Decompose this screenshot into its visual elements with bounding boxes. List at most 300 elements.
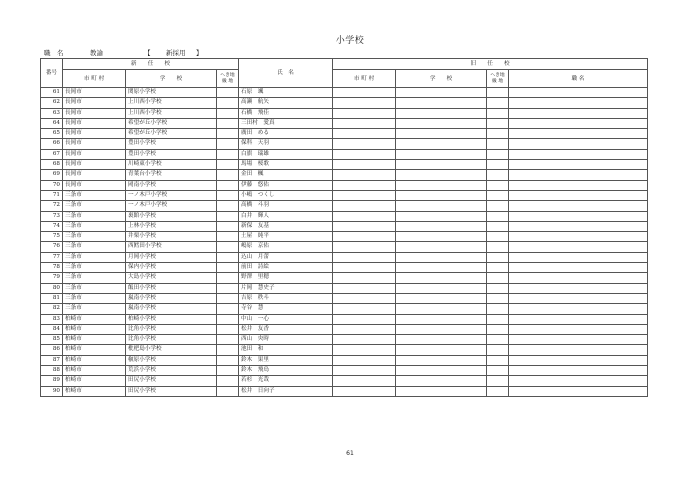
- row-old-school: [396, 139, 487, 149]
- bracket-close: 】: [196, 49, 203, 57]
- table-row: [41, 242, 648, 252]
- row-old-school: [396, 283, 487, 293]
- row-name: 保科 天羽: [239, 139, 333, 149]
- table-row: [41, 273, 648, 283]
- row-city: 長岡市: [63, 129, 126, 139]
- row-city: 三条市: [63, 283, 126, 293]
- table-row: [41, 160, 648, 170]
- remote-label: へき地: [490, 72, 505, 78]
- row-name: 金田 楓: [239, 170, 333, 180]
- row-name: 小嶋 つくし: [239, 190, 333, 200]
- row-old-position: [509, 129, 648, 139]
- table-row: [41, 211, 648, 221]
- row-remote: [217, 108, 239, 118]
- row-old-position: [509, 314, 648, 324]
- row-old-position: [509, 149, 648, 159]
- row-old-remote: [487, 139, 509, 149]
- row-old-position: [509, 293, 648, 303]
- row-name: 三田村 愛真: [239, 118, 333, 128]
- row-name: 廣田 める: [239, 129, 333, 139]
- table-row: [41, 324, 648, 334]
- row-school: 荒浜小学校: [126, 366, 217, 376]
- row-number: 76: [41, 242, 63, 252]
- row-name: 鈴木 飛鳥: [239, 366, 333, 376]
- row-name: 前田 詩絵: [239, 263, 333, 273]
- row-old-city: [333, 263, 396, 273]
- row-city: 長岡市: [63, 160, 126, 170]
- row-city: 長岡市: [63, 139, 126, 149]
- row-school: 上林小学校: [126, 221, 217, 231]
- row-number: 80: [41, 283, 63, 293]
- row-old-position: [509, 170, 648, 180]
- row-remote: [217, 283, 239, 293]
- row-old-position: [509, 252, 648, 262]
- row-school: 豊田小学校: [126, 149, 217, 159]
- row-old-school: [396, 386, 487, 396]
- row-number: 62: [41, 98, 63, 108]
- row-name: 嶋原 京佑: [239, 242, 333, 252]
- row-city: 三条市: [63, 211, 126, 221]
- row-old-position: [509, 108, 648, 118]
- row-school: 井栗小学校: [126, 232, 217, 242]
- row-name: 伊藤 悠佑: [239, 180, 333, 190]
- row-remote: [217, 211, 239, 221]
- row-old-school: [396, 366, 487, 376]
- table-row: [41, 190, 648, 200]
- row-old-school: [396, 201, 487, 211]
- row-school: 西鱈田小学校: [126, 242, 217, 252]
- row-old-remote: [487, 180, 509, 190]
- row-city: 三条市: [63, 273, 126, 283]
- row-old-remote: [487, 304, 509, 314]
- row-remote: [217, 252, 239, 262]
- row-remote: [217, 180, 239, 190]
- row-old-position: [509, 304, 648, 314]
- row-old-school: [396, 293, 487, 303]
- row-name: 吉原 秩斗: [239, 293, 333, 303]
- job-label: 職 名: [44, 49, 64, 57]
- row-old-position: [509, 160, 648, 170]
- row-old-school: [396, 324, 487, 334]
- row-name: 高橋 斗羽: [239, 201, 333, 211]
- row-old-position: [509, 263, 648, 273]
- row-old-remote: [487, 263, 509, 273]
- row-old-city: [333, 242, 396, 252]
- row-school: 豊田小学校: [126, 139, 217, 149]
- row-city: 三条市: [63, 242, 126, 252]
- row-school: 上川西小学校: [126, 108, 217, 118]
- row-remote: [217, 304, 239, 314]
- header-name: 氏 名: [239, 59, 333, 88]
- row-old-remote: [487, 129, 509, 139]
- table-row: [41, 386, 648, 396]
- row-school: 希望が丘小学校: [126, 118, 217, 128]
- table-row: [41, 139, 648, 149]
- row-number: 86: [41, 345, 63, 355]
- row-remote: [217, 376, 239, 386]
- header-old-remote: [487, 70, 509, 88]
- row-old-school: [396, 108, 487, 118]
- row-city: 長岡市: [63, 118, 126, 128]
- row-old-remote: [487, 160, 509, 170]
- row-city: 三条市: [63, 190, 126, 200]
- row-old-remote: [487, 88, 509, 98]
- row-number: 84: [41, 324, 63, 334]
- row-school: 田尻小学校: [126, 386, 217, 396]
- row-name: 中山 一心: [239, 314, 333, 324]
- row-old-position: [509, 335, 648, 345]
- row-old-city: [333, 190, 396, 200]
- row-school: 大島小学校: [126, 273, 217, 283]
- roster-table: [40, 58, 648, 397]
- row-old-position: [509, 221, 648, 231]
- row-city: 三条市: [63, 201, 126, 211]
- row-old-position: [509, 366, 648, 376]
- table-row: [41, 129, 648, 139]
- table-row: [41, 221, 648, 231]
- row-number: 75: [41, 232, 63, 242]
- row-number: 90: [41, 386, 63, 396]
- row-old-school: [396, 170, 487, 180]
- page-number: 61: [346, 450, 354, 457]
- row-remote: [217, 273, 239, 283]
- row-remote: [217, 314, 239, 324]
- row-old-position: [509, 345, 648, 355]
- row-old-position: [509, 211, 648, 221]
- row-old-remote: [487, 386, 509, 396]
- row-name: 込山 月蕾: [239, 252, 333, 262]
- row-old-city: [333, 180, 396, 190]
- row-remote: [217, 366, 239, 376]
- row-old-school: [396, 221, 487, 231]
- row-remote: [217, 170, 239, 180]
- row-city: 長岡市: [63, 149, 126, 159]
- row-number: 63: [41, 108, 63, 118]
- row-old-remote: [487, 366, 509, 376]
- table-row: [41, 335, 648, 345]
- row-number: 67: [41, 149, 63, 159]
- table-row: [41, 232, 648, 242]
- row-name: 新保 友基: [239, 221, 333, 231]
- row-city: 柏崎市: [63, 335, 126, 345]
- employment-type: 新採用: [166, 49, 186, 57]
- grade-label: 級 地: [491, 78, 504, 84]
- row-remote: [217, 139, 239, 149]
- row-old-remote: [487, 170, 509, 180]
- row-school: 関原小学校: [126, 88, 217, 98]
- row-old-city: [333, 324, 396, 334]
- row-name: 馬場 桜歌: [239, 160, 333, 170]
- row-old-school: [396, 355, 487, 365]
- row-old-city: [333, 108, 396, 118]
- row-school: 一ノ木戸小学校: [126, 201, 217, 211]
- job-value: 教諭: [90, 49, 103, 57]
- row-city: 三条市: [63, 263, 126, 273]
- row-old-remote: [487, 314, 509, 324]
- row-old-city: [333, 211, 396, 221]
- row-number: 68: [41, 160, 63, 170]
- row-old-position: [509, 273, 648, 283]
- row-old-position: [509, 386, 648, 396]
- header-number: 番号: [41, 59, 63, 88]
- row-remote: [217, 345, 239, 355]
- row-old-position: [509, 98, 648, 108]
- table-row: [41, 149, 648, 159]
- row-old-remote: [487, 232, 509, 242]
- row-old-position: [509, 324, 648, 334]
- row-school: 比角小学校: [126, 324, 217, 334]
- grade-label: 級 地: [221, 78, 234, 84]
- row-old-remote: [487, 211, 509, 221]
- row-old-school: [396, 88, 487, 98]
- row-number: 89: [41, 376, 63, 386]
- row-old-city: [333, 376, 396, 386]
- row-number: 77: [41, 252, 63, 262]
- row-school: 一ノ木戸小学校: [126, 190, 217, 200]
- row-number: 87: [41, 355, 63, 365]
- row-number: 69: [41, 170, 63, 180]
- row-old-city: [333, 170, 396, 180]
- row-old-position: [509, 139, 648, 149]
- row-school: 田尻小学校: [126, 376, 217, 386]
- row-old-remote: [487, 345, 509, 355]
- row-old-school: [396, 180, 487, 190]
- row-number: 88: [41, 366, 63, 376]
- row-old-school: [396, 160, 487, 170]
- row-city: 柏崎市: [63, 386, 126, 396]
- row-remote: [217, 201, 239, 211]
- header-new-remote: [217, 70, 239, 88]
- row-name: 白旗 瑞雄: [239, 149, 333, 159]
- row-city: 長岡市: [63, 88, 126, 98]
- row-remote: [217, 386, 239, 396]
- row-name: 松井 友香: [239, 324, 333, 334]
- row-old-city: [333, 201, 396, 211]
- header-new-city: 市 町 村: [63, 70, 126, 88]
- row-school: 青葉台小学校: [126, 170, 217, 180]
- row-old-remote: [487, 221, 509, 231]
- row-name: 松井 日向子: [239, 386, 333, 396]
- remote-label: へき地: [220, 72, 235, 78]
- row-remote: [217, 232, 239, 242]
- row-number: 61: [41, 88, 63, 98]
- row-old-school: [396, 190, 487, 200]
- header-new-school: 学 校: [126, 70, 217, 88]
- table-row: [41, 283, 648, 293]
- row-remote: [217, 324, 239, 334]
- row-old-position: [509, 88, 648, 98]
- row-city: 柏崎市: [63, 366, 126, 376]
- row-old-position: [509, 376, 648, 386]
- row-old-city: [333, 335, 396, 345]
- row-number: 79: [41, 273, 63, 283]
- row-city: 柏崎市: [63, 355, 126, 365]
- row-remote: [217, 190, 239, 200]
- table-row: [41, 263, 648, 273]
- row-old-city: [333, 118, 396, 128]
- row-remote: [217, 242, 239, 252]
- row-name: 白井 輝人: [239, 211, 333, 221]
- row-school: 裏館小学校: [126, 211, 217, 221]
- row-city: 柏崎市: [63, 324, 126, 334]
- row-old-city: [333, 283, 396, 293]
- row-number: 70: [41, 180, 63, 190]
- row-old-school: [396, 314, 487, 324]
- row-school: 比角小学校: [126, 335, 217, 345]
- row-old-city: [333, 293, 396, 303]
- row-old-remote: [487, 376, 509, 386]
- row-old-position: [509, 355, 648, 365]
- row-old-school: [396, 335, 487, 345]
- row-school: 柏崎小学校: [126, 314, 217, 324]
- row-remote: [217, 355, 239, 365]
- row-old-school: [396, 149, 487, 159]
- row-old-school: [396, 345, 487, 355]
- row-name: 野澤 里穂: [239, 273, 333, 283]
- row-school: 枇杷島小学校: [126, 345, 217, 355]
- row-old-school: [396, 242, 487, 252]
- row-old-city: [333, 355, 396, 365]
- row-old-remote: [487, 273, 509, 283]
- row-old-remote: [487, 108, 509, 118]
- row-number: 83: [41, 314, 63, 324]
- row-old-position: [509, 232, 648, 242]
- table-row: [41, 201, 648, 211]
- table-row: [41, 304, 648, 314]
- row-school: 月岡小学校: [126, 252, 217, 262]
- header-old-city: 市 町 村: [333, 70, 396, 88]
- table-row: [41, 108, 648, 118]
- row-remote: [217, 149, 239, 159]
- bracket-open: 【: [144, 49, 151, 57]
- row-school: 上川西小学校: [126, 98, 217, 108]
- row-old-school: [396, 252, 487, 262]
- row-old-school: [396, 232, 487, 242]
- row-city: 三条市: [63, 293, 126, 303]
- table-row: [41, 98, 648, 108]
- header-old-position: 職 名: [509, 70, 648, 88]
- row-city: 三条市: [63, 252, 126, 262]
- row-old-remote: [487, 190, 509, 200]
- row-number: 85: [41, 335, 63, 345]
- row-number: 72: [41, 201, 63, 211]
- row-old-remote: [487, 283, 509, 293]
- row-old-position: [509, 242, 648, 252]
- row-city: 長岡市: [63, 108, 126, 118]
- row-city: 柏崎市: [63, 345, 126, 355]
- row-old-school: [396, 273, 487, 283]
- row-old-remote: [487, 293, 509, 303]
- row-name: 石原 颯: [239, 88, 333, 98]
- row-school: 嵐南小学校: [126, 293, 217, 303]
- row-old-city: [333, 232, 396, 242]
- row-old-school: [396, 118, 487, 128]
- row-city: 三条市: [63, 221, 126, 231]
- row-school: 岡南小学校: [126, 180, 217, 190]
- row-remote: [217, 88, 239, 98]
- row-number: 65: [41, 129, 63, 139]
- row-old-city: [333, 304, 396, 314]
- row-old-position: [509, 118, 648, 128]
- row-old-city: [333, 221, 396, 231]
- row-name: 若杉 光哉: [239, 376, 333, 386]
- row-old-city: [333, 345, 396, 355]
- header-old-school: 学 校: [396, 70, 487, 88]
- header-new-post: 新 任 校: [63, 59, 239, 70]
- row-old-city: [333, 149, 396, 159]
- row-old-school: [396, 304, 487, 314]
- row-old-remote: [487, 201, 509, 211]
- row-old-school: [396, 376, 487, 386]
- row-old-city: [333, 273, 396, 283]
- row-name: 石橋 飛佳: [239, 108, 333, 118]
- header-old-post: 旧 任 校: [333, 59, 648, 70]
- row-name: 西山 央時: [239, 335, 333, 345]
- row-old-position: [509, 201, 648, 211]
- row-old-remote: [487, 324, 509, 334]
- table-row: [41, 118, 648, 128]
- table-row: [41, 366, 648, 376]
- row-remote: [217, 335, 239, 345]
- row-old-school: [396, 263, 487, 273]
- table-row: [41, 355, 648, 365]
- row-old-remote: [487, 335, 509, 345]
- row-old-school: [396, 211, 487, 221]
- row-city: 長岡市: [63, 180, 126, 190]
- row-name: 寺谷 慧: [239, 304, 333, 314]
- row-remote: [217, 160, 239, 170]
- row-number: 66: [41, 139, 63, 149]
- row-number: 71: [41, 190, 63, 200]
- row-school: 保内小学校: [126, 263, 217, 273]
- table-row: [41, 252, 648, 262]
- row-old-remote: [487, 355, 509, 365]
- row-remote: [217, 118, 239, 128]
- row-old-school: [396, 129, 487, 139]
- row-remote: [217, 129, 239, 139]
- row-old-remote: [487, 242, 509, 252]
- row-old-position: [509, 180, 648, 190]
- row-school: 川崎東小学校: [126, 160, 217, 170]
- row-old-position: [509, 283, 648, 293]
- row-old-remote: [487, 98, 509, 108]
- table-row: [41, 376, 648, 386]
- row-city: 長岡市: [63, 170, 126, 180]
- row-old-remote: [487, 252, 509, 262]
- row-city: 柏崎市: [63, 376, 126, 386]
- row-old-city: [333, 314, 396, 324]
- row-old-city: [333, 160, 396, 170]
- row-name: 池田 和: [239, 345, 333, 355]
- row-old-city: [333, 386, 396, 396]
- row-name: 高瀬 航矢: [239, 98, 333, 108]
- row-number: 78: [41, 263, 63, 273]
- row-number: 81: [41, 293, 63, 303]
- table-row: [41, 88, 648, 98]
- row-city: 三条市: [63, 232, 126, 242]
- page-title: 小学校: [335, 36, 365, 46]
- row-old-city: [333, 366, 396, 376]
- row-city: 三条市: [63, 304, 126, 314]
- row-old-city: [333, 139, 396, 149]
- table-row: [41, 293, 648, 303]
- row-city: 柏崎市: [63, 314, 126, 324]
- row-remote: [217, 221, 239, 231]
- table-row: [41, 180, 648, 190]
- row-school: 希望が丘小学校: [126, 129, 217, 139]
- row-old-city: [333, 129, 396, 139]
- row-city: 長岡市: [63, 98, 126, 108]
